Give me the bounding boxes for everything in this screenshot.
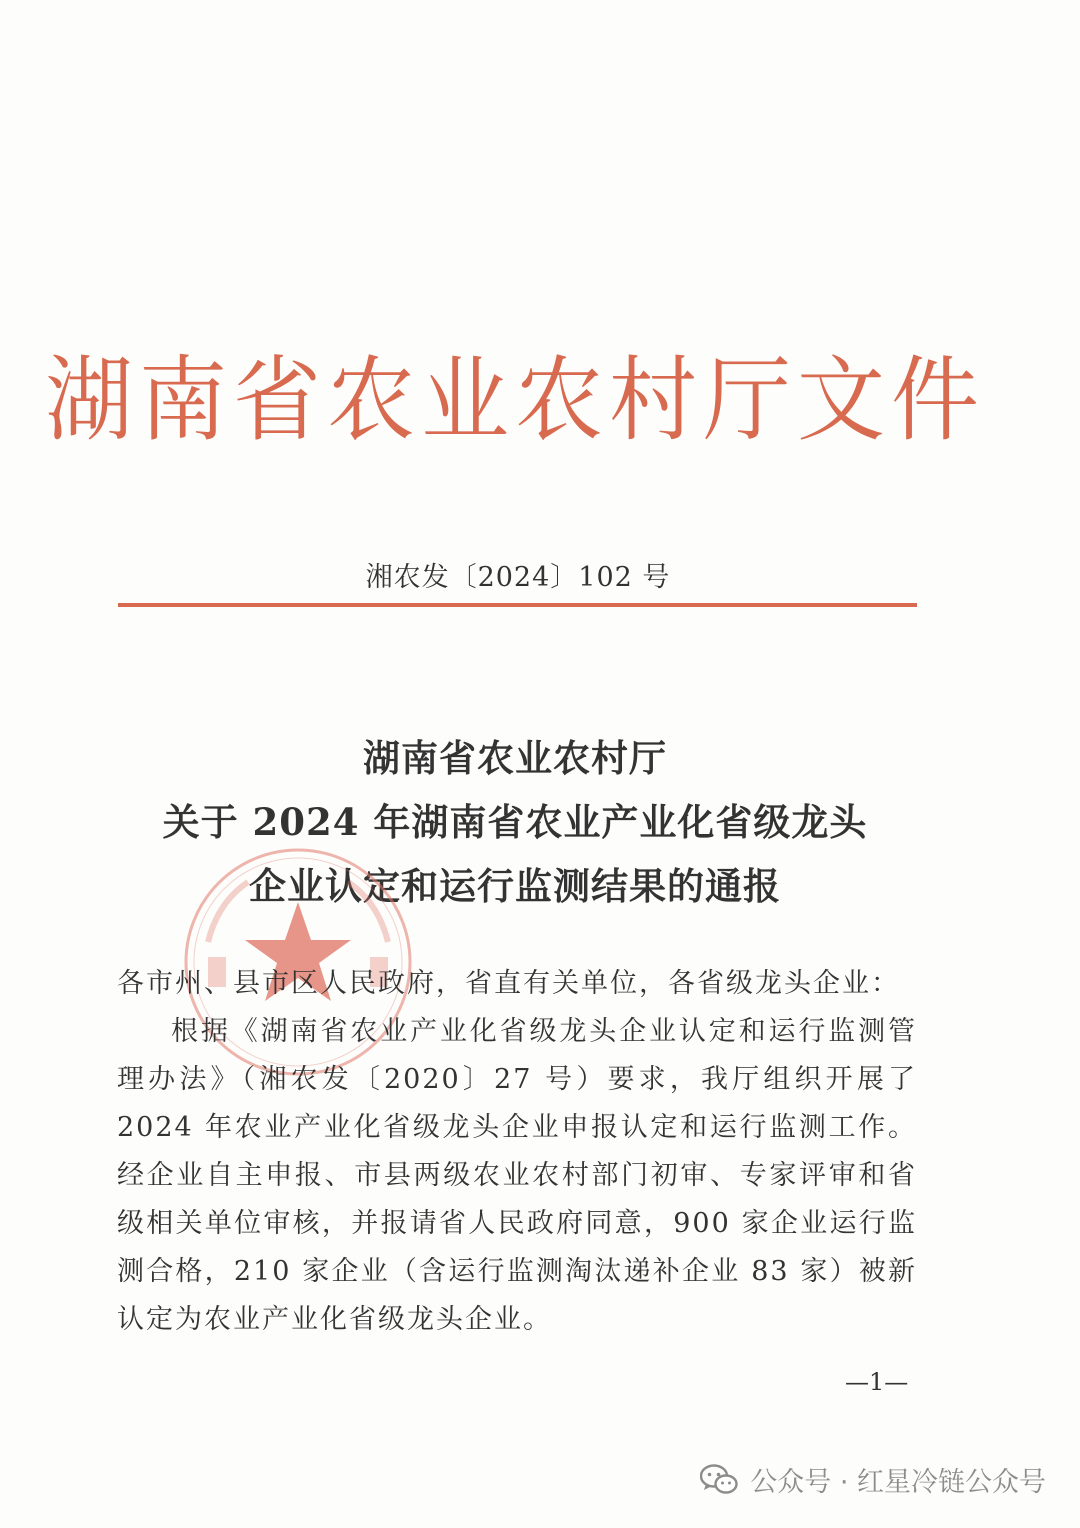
notice-title-line-3: 企业认定和运行监测结果的通报 bbox=[249, 864, 781, 908]
notice-title-line-1: 湖南省农业农村厅 bbox=[363, 736, 667, 780]
watermark bbox=[700, 1460, 1046, 1499]
salutation: 各市州、县市区人民政府，省直有关单位，各省级龙头企业： bbox=[117, 968, 900, 999]
document-header-title: 湖南省农业农村厅文件 bbox=[44, 345, 985, 454]
red-divider-line bbox=[118, 603, 917, 607]
document-number: 湘农发〔2024〕102 号 bbox=[365, 562, 671, 593]
page-number: —1— bbox=[845, 1368, 909, 1396]
watermark-text: 公众号 · 红星冷链公众号 bbox=[750, 1467, 1046, 1498]
notice-title-line-2: 关于 2024 年湖南省农业产业化省级龙头 bbox=[162, 800, 868, 844]
body-paragraph: 根据《湖南省农业产业化省级龙头企业认定和运行监测管理办法》（湘农发〔2020〕27 号）要求，我厅组织开展了 2024 年农业产业化省级龙头企业申报认定和运行监测工作。经企业自主申报、市县两级农业农村部门初审、专家评审和省级相关单位审核，并报请省人民政府同意，900 家企业运行监测合格，210 家企业（含运行监测淘汰递补企业 83 家）被新认定为农业产业化省级龙头企业。 bbox=[117, 1016, 917, 1335]
wechat-icon bbox=[700, 1464, 738, 1496]
